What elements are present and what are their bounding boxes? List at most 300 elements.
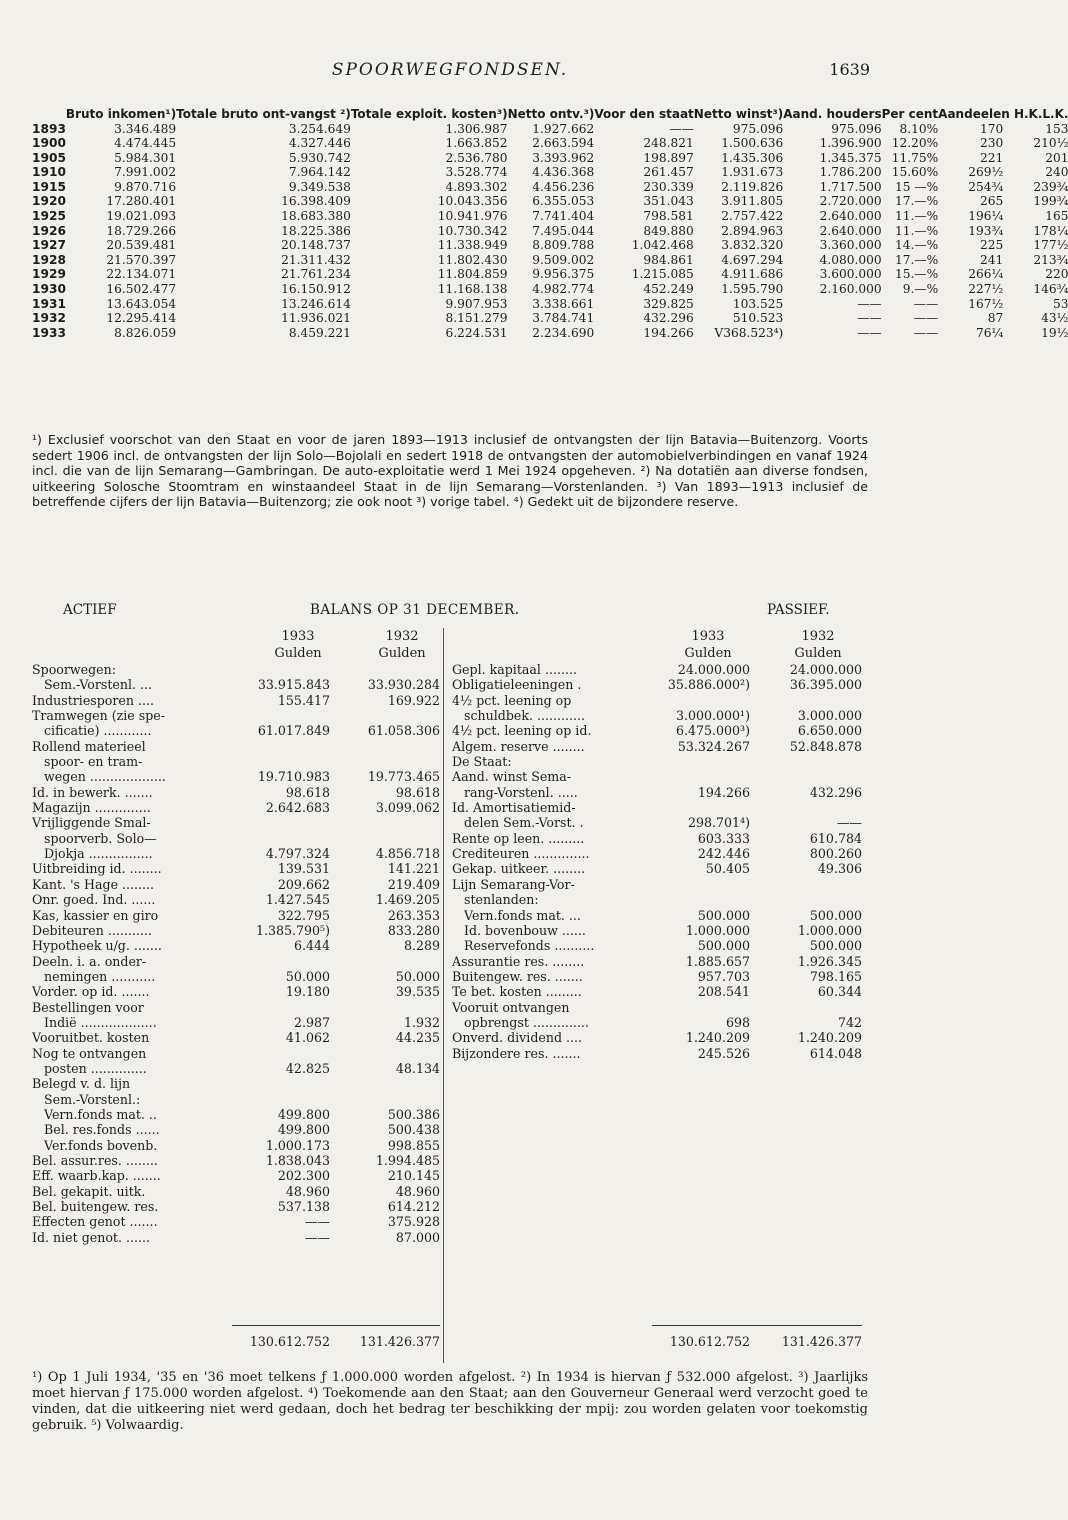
value-cell: ——: [857, 325, 882, 340]
value-cell: 4.982.774: [532, 282, 595, 297]
actief-value-1933: 322.795: [277, 907, 330, 923]
balance-footnotes: ¹) Op 1 Juli 1934, '35 en '36 moet telkens ƒ 1.000.000 worden afgelost. ²) In 1934 is hiervan ƒ 532.000 afgelost. ³) Jaarlijks moet hiervan ƒ 175.000 worden afgelost. ⁴) Toekomende aan den Staat; aan den Gouverneur Generaal werd verzocht goed te vinden, dat die uitkeering niet werd gedaan, doch het bedrag ter beschikking der mpij: zou worden gelaten voor toekomstig gebruik. ⁵) Volwaardig.: [32, 1370, 868, 1433]
value-cell: 2.720.000: [819, 194, 882, 209]
passief-value-1932: 742: [837, 1014, 862, 1030]
value-cell: 221: [980, 150, 1004, 165]
value-cell: 1.717.500: [819, 179, 882, 194]
passief-value-1933: 35.886.000²): [667, 677, 750, 693]
value-cell: 3.832.320: [721, 238, 784, 253]
year-cell: 1910: [32, 165, 66, 180]
value-cell: 7.495.044: [532, 223, 595, 238]
value-cell: 193¾: [968, 223, 1004, 238]
passief-value-1932: 3.000.000: [797, 708, 862, 724]
value-cell: 3.254.649: [288, 121, 351, 136]
value-cell: 1.663.852: [445, 136, 508, 151]
passief-label: Vern.fonds mat. ...: [464, 907, 581, 923]
actief-value-1932: 48.134: [395, 1060, 440, 1076]
actief-value-1933: 41.062: [285, 1030, 330, 1046]
value-cell: 1.396.900: [819, 136, 882, 151]
value-cell: 2.640.000: [819, 223, 882, 238]
value-cell: 18.225.386: [281, 223, 351, 238]
actief-row: [32, 1138, 440, 1153]
col-header: Aand. houders: [783, 107, 882, 121]
value-cell: 170: [980, 121, 1004, 136]
value-cell: 13.643.054: [106, 296, 177, 311]
actief-value-1932: 375.928: [387, 1214, 440, 1230]
actief-year1-header: 1933 Gulden: [274, 629, 322, 661]
value-cell: 220: [1045, 267, 1068, 282]
col-year-header: [32, 107, 66, 122]
value-cell: 975.096: [732, 121, 784, 136]
passief-label: 4½ pct. leening op id.: [452, 723, 592, 739]
passief-label: Onverd. dividend ....: [452, 1030, 583, 1046]
passief-label: Gepl. kapitaal ........: [452, 662, 577, 677]
passief-value-1933: 1.885.657: [685, 953, 750, 969]
actief-label: spoor- en tram-: [44, 754, 143, 770]
value-cell: 1.345.375: [819, 150, 882, 165]
passief-value-1932: 24.000.000: [789, 662, 862, 677]
value-cell: 153: [1045, 121, 1068, 136]
value-cell: 3.360.000: [819, 238, 882, 253]
value-cell: 248.821: [643, 136, 694, 151]
value-cell: 11.936.021: [281, 311, 351, 326]
actief-row: [32, 708, 440, 723]
passief-row: [452, 984, 862, 999]
balance-title: BALANS OP 31 DECEMBER.: [310, 602, 520, 618]
value-cell: 3.911.805: [721, 194, 784, 209]
passief-title: PASSIEF.: [767, 602, 830, 618]
year-cell: 1927: [32, 238, 66, 253]
actief-row: [32, 785, 440, 800]
table-row: [32, 209, 1068, 224]
value-cell: 261.457: [643, 165, 694, 180]
value-cell: 9.956.375: [532, 267, 595, 282]
value-cell: 9.509.002: [532, 252, 595, 267]
passief-row: [452, 693, 862, 708]
actief-row: [32, 892, 440, 907]
actief-value-1933: 6.444: [293, 938, 330, 954]
actief-label: Uitbreiding id. ........: [32, 861, 162, 877]
actief-value-1933: 2.642.683: [265, 800, 330, 816]
passief-value-1933: 245.526: [697, 1045, 750, 1061]
value-cell: 178¼: [1033, 223, 1068, 238]
passief-row: [452, 739, 862, 754]
passief-row: [452, 815, 862, 830]
year-cell: 1920: [32, 194, 66, 209]
value-cell: 4.911.686: [721, 267, 784, 282]
actief-value-1932: 169.922: [387, 692, 440, 708]
value-cell: 241: [980, 252, 1004, 267]
actief-value-1933: 98.618: [285, 784, 330, 800]
table-row: [32, 194, 1068, 209]
table-row: [32, 267, 1068, 282]
value-cell: 8.809.788: [532, 238, 595, 253]
passief-year1-header: 1933 Gulden: [684, 629, 732, 661]
value-cell: 452.249: [643, 282, 694, 297]
actief-label: Onr. goed. Ind. ......: [32, 892, 156, 908]
value-cell: 18.683.380: [281, 209, 351, 224]
value-cell: 53: [1052, 296, 1068, 311]
passief-value-1933: 500.000: [697, 938, 750, 954]
actief-row: [32, 693, 440, 708]
passief-label: Assurantie res. ........: [452, 953, 585, 969]
passief-row: [452, 723, 862, 738]
value-cell: 17.—%: [895, 194, 939, 209]
value-cell: 2.640.000: [819, 209, 882, 224]
passief-value-1933: 208.541: [697, 984, 750, 1000]
year-cell: 1929: [32, 267, 66, 282]
value-cell: ——: [913, 311, 939, 326]
actief-row: [32, 908, 440, 923]
passief-label: Lijn Semarang-Vor-: [452, 876, 575, 892]
actief-label: Id. niet genot. ......: [32, 1229, 150, 1245]
actief-value-1933: 19.180: [285, 984, 330, 1000]
value-cell: 11.338.949: [437, 238, 508, 253]
value-cell: 11.168.138: [437, 282, 508, 297]
actief-value-1932: 4.856.718: [375, 846, 440, 862]
actief-value-1933: 1.838.043: [265, 1153, 330, 1168]
year-cell: 1900: [32, 136, 66, 151]
actief-value-1933: 209.662: [277, 876, 330, 892]
passief-row: [452, 954, 862, 969]
passief-value-1933: 500.000: [697, 907, 750, 923]
value-cell: 798.581: [643, 209, 694, 224]
col-header: Netto winst³): [693, 107, 784, 121]
value-cell: 225: [980, 238, 1004, 253]
value-cell: 1.215.085: [631, 267, 694, 282]
value-cell: ——: [857, 296, 882, 311]
actief-row: [32, 815, 440, 830]
value-cell: 240: [1045, 165, 1068, 180]
year-cell: 1930: [32, 282, 66, 297]
actief-row: [32, 1214, 440, 1229]
value-cell: 432.296: [643, 311, 694, 326]
year-cell: 1925: [32, 209, 66, 224]
actief-row: [32, 1230, 440, 1245]
value-cell: 1.786.200: [819, 165, 882, 180]
passief-row: [452, 831, 862, 846]
actief-value-1933: 50.000: [285, 968, 330, 984]
value-cell: 329.825: [643, 296, 694, 311]
value-cell: 43½: [1041, 311, 1068, 326]
value-cell: 12.20%: [891, 136, 939, 151]
page-number: 1639: [829, 60, 870, 79]
actief-row: [32, 1184, 440, 1199]
value-cell: 15.—%: [895, 267, 939, 282]
actief-value-1932: 61.058.306: [367, 723, 440, 739]
value-cell: 2.894.963: [721, 223, 784, 238]
passief-value-1932: 798.165: [809, 968, 862, 984]
passief-value-1933: 1.000.000: [685, 922, 750, 938]
value-cell: 196¼: [968, 209, 1004, 224]
passief-label: Buitengew. res. .......: [452, 968, 583, 984]
actief-label: Deeln. i. a. onder-: [32, 953, 147, 969]
actief-label: Rollend materieel: [32, 738, 146, 754]
actief-value-1933: 42.825: [285, 1060, 330, 1076]
actief-label: Indië ...................: [44, 1014, 157, 1030]
actief-value-1933: 1.427.545: [265, 892, 330, 908]
value-cell: 15.60%: [891, 165, 939, 180]
value-cell: ——: [857, 311, 882, 326]
passief-value-1932: 1.926.345: [797, 953, 862, 969]
passief-label: Te bet. kosten .........: [452, 984, 582, 1000]
actief-label: Bel. assur.res. ........: [32, 1153, 158, 1168]
table-header-row: [32, 107, 1068, 122]
col-header: Aandeelen H.K.L.K.: [938, 107, 1068, 121]
passief-label: Bijzondere res. .......: [452, 1045, 581, 1061]
passief-label: Aand. winst Sema-: [452, 769, 572, 785]
actief-label: Debiteuren ...........: [32, 922, 152, 938]
passief-value-1933: 298.701⁴): [687, 815, 750, 831]
passief-row: [452, 800, 862, 815]
passief-label: Crediteuren ..............: [452, 846, 590, 862]
value-cell: 9.907.953: [445, 296, 508, 311]
value-cell: 230: [980, 136, 1004, 151]
passief-label: Rente op leen. .........: [452, 830, 585, 846]
value-cell: 984.861: [643, 252, 694, 267]
value-cell: 7.991.002: [114, 165, 177, 180]
passief-value-1933: 194.266: [697, 784, 750, 800]
year-cell: 1905: [32, 150, 66, 165]
actief-label: Vorder. op id. .......: [32, 984, 150, 1000]
table-row: [32, 297, 1068, 312]
actief-label: nemingen ...........: [44, 968, 156, 984]
value-cell: 76¼: [975, 325, 1004, 340]
passief-value-1933: 957.703: [697, 968, 750, 984]
value-cell: 11.—%: [895, 223, 939, 238]
value-cell: 103.525: [732, 296, 784, 311]
actief-value-1933: 1.000.173: [265, 1137, 330, 1153]
actief-row: [32, 861, 440, 876]
actief-label: Bestellingen voor: [32, 999, 144, 1015]
value-cell: 2.536.780: [445, 150, 508, 165]
actief-row: [32, 1092, 440, 1107]
value-cell: 265: [980, 194, 1004, 209]
value-cell: 10.730.342: [437, 223, 508, 238]
value-cell: 21.311.432: [281, 252, 351, 267]
value-cell: 351.043: [643, 194, 694, 209]
value-cell: 6.224.531: [445, 325, 508, 340]
value-cell: 3.338.661: [532, 296, 595, 311]
value-cell: 2.234.690: [532, 325, 595, 340]
actief-label: Vrijliggende Smal-: [32, 815, 151, 831]
actief-value-1933: 61.017.849: [257, 723, 330, 739]
value-cell: 4.893.302: [445, 179, 508, 194]
value-cell: 849.880: [643, 223, 694, 238]
actief-row: [32, 662, 440, 677]
value-cell: 10.043.356: [437, 194, 508, 209]
yearly-results-table: [32, 107, 1068, 340]
passief-value-1933: 6.475.000³): [675, 723, 750, 739]
actief-label: Sem.-Vorstenl. ...: [44, 677, 153, 693]
passief-label: Vooruit ontvangen: [452, 999, 570, 1015]
table-row: [32, 326, 1068, 341]
value-cell: 510.523: [732, 311, 784, 326]
passief-row: [452, 892, 862, 907]
value-cell: 12.295.414: [106, 311, 177, 326]
actief-label: Magazijn ..............: [32, 800, 151, 816]
actief-value-1933: 2.987: [293, 1014, 330, 1030]
actief-label: cificatie) ............: [44, 723, 152, 739]
value-cell: 16.502.477: [106, 282, 177, 297]
actief-value-1932: 19.773.465: [367, 769, 440, 785]
actief-label: posten ..............: [44, 1060, 147, 1076]
passief-value-1932: 6.650.000: [797, 723, 862, 739]
actief-label: Bel. res.fonds ......: [44, 1122, 160, 1138]
actief-value-1932: 219.409: [387, 876, 440, 892]
passief-label: De Staat:: [452, 754, 512, 770]
value-cell: 4.697.294: [721, 252, 784, 267]
col-header: Netto ontv.³): [507, 107, 595, 121]
value-cell: 194.266: [643, 325, 694, 340]
actief-row: [32, 723, 440, 738]
actief-value-1932: 48.960: [395, 1183, 440, 1199]
actief-label: Ver.fonds bovenb.: [44, 1137, 158, 1153]
passief-row: [452, 1046, 862, 1061]
value-cell: 9.870.716: [114, 179, 177, 194]
passief-value-1933: 3.000.000¹): [675, 708, 750, 724]
year-cell: 1893: [32, 121, 66, 136]
actief-row: [32, 1168, 440, 1183]
value-cell: 146¾: [1033, 282, 1068, 297]
table-footnotes: ¹) Exclusief voorschot van den Staat en voor de jaren 1893—1913 inclusief de ontvangsten der lijn Batavia—Buitenzorg. Voorts sedert 1906 incl. de ontvangsten der lijn Solo—Bojolali en sedert 1918 de ontvangsten der automobielverbindingen en vanaf 1924 incl. die van de lijn Semarang—Gambringan. De auto-exploitatie werd 1 Mei 1924 opgeheven. ²) Na dotatiën aan diverse fondsen, uitkeering Solosche Stoomtram en winstaandeel Staat in de lijn Semarang—Vorstenlanden. ³) Van 1893—1913 inclusief de betreffende cijfers der lijn Batavia—Buitenzorg; zie ook noot ³) vorige tabel. ⁴) Gedekt uit de bijzondere reserve.: [32, 432, 868, 510]
actief-value-1932: 50.000: [395, 968, 440, 984]
passief-row: [452, 938, 862, 953]
year-cell: 1915: [32, 179, 66, 194]
year-cell: 1928: [32, 252, 66, 267]
value-cell: 11.804.859: [437, 267, 508, 282]
value-cell: 239¾: [1033, 179, 1068, 194]
actief-list: [32, 662, 440, 1245]
value-cell: 3.600.000: [819, 267, 882, 282]
value-cell: 5.930.742: [288, 150, 351, 165]
actief-row: [32, 1076, 440, 1091]
passief-label: opbrengst ..............: [464, 1014, 589, 1030]
actief-value-1932: 998.855: [387, 1137, 440, 1153]
actief-value-1932: 263.353: [387, 907, 440, 923]
table-row: [32, 136, 1068, 151]
value-cell: 4.327.446: [288, 136, 351, 151]
passief-row: [452, 662, 862, 677]
actief-value-1932: 614.212: [387, 1199, 440, 1215]
passief-label: rang-Vorstenl. .....: [464, 784, 578, 800]
passief-label: delen Sem.-Vorst. .: [464, 815, 584, 831]
passief-label: Obligatieleeningen .: [452, 677, 582, 693]
year-cell: 1931: [32, 296, 66, 311]
passief-row: [452, 785, 862, 800]
value-cell: 199¾: [1033, 194, 1068, 209]
col-header: Bruto inkomen¹): [65, 107, 177, 121]
actief-value-1933: 155.417: [277, 692, 330, 708]
value-cell: 198.897: [643, 150, 694, 165]
value-cell: 9.—%: [902, 282, 939, 297]
actief-row: [32, 1153, 440, 1168]
value-cell: 87: [987, 311, 1004, 326]
column-divider: [443, 628, 444, 1363]
value-cell: 227½: [968, 282, 1004, 297]
actief-label: Spoorwegen:: [32, 662, 116, 677]
value-cell: 17.—%: [895, 252, 939, 267]
value-cell: 8.10%: [899, 121, 939, 136]
value-cell: 21.761.234: [281, 267, 351, 282]
actief-label: Vern.fonds mat. ..: [44, 1106, 157, 1122]
value-cell: 22.134.071: [106, 267, 177, 282]
value-cell: 7.741.404: [532, 209, 595, 224]
passief-label: stenlanden:: [464, 892, 539, 908]
actief-label: Id. in bewerk. .......: [32, 784, 153, 800]
table-row: [32, 224, 1068, 239]
value-cell: 13.246.614: [281, 296, 351, 311]
passief-value-1933: 698: [725, 1014, 750, 1030]
value-cell: 4.080.000: [819, 252, 882, 267]
table-row: [32, 180, 1068, 195]
actief-label: Belegd v. d. lijn: [32, 1076, 131, 1092]
value-cell: 254¾: [968, 179, 1004, 194]
passief-value-1932: 432.296: [809, 784, 862, 800]
actief-value-1932: 33.930.284: [367, 677, 440, 693]
value-cell: 21.570.397: [106, 252, 177, 267]
actief-sum-rule: [232, 1325, 440, 1326]
table-body: [32, 122, 1068, 341]
value-cell: 11.802.430: [437, 252, 508, 267]
passief-value-1933: 53.324.267: [677, 738, 750, 754]
actief-label: Djokja ................: [44, 846, 153, 862]
passief-row: [452, 1030, 862, 1045]
actief-value-1933: 1.385.790⁵): [255, 922, 330, 938]
actief-row: [32, 969, 440, 984]
actief-value-1933: 202.300: [277, 1168, 330, 1184]
actief-label: Industriesporen ....: [32, 692, 154, 708]
actief-value-1932: 44.235: [395, 1030, 440, 1046]
table-row: [32, 165, 1068, 180]
actief-value-1932: 1.932: [403, 1014, 440, 1030]
passief-row: [452, 877, 862, 892]
passief-total-1932: 131.426.377: [781, 1334, 862, 1349]
passief-total-1933: 130.612.752: [669, 1334, 750, 1349]
passief-row: [452, 754, 862, 769]
value-cell: 1.042.468: [631, 238, 694, 253]
value-cell: 8.826.059: [114, 325, 177, 340]
passief-value-1932: 49.306: [817, 861, 862, 877]
passief-value-1932: 1.000.000: [797, 922, 862, 938]
passief-value-1932: ——: [836, 815, 862, 831]
actief-total-1932: 131.426.377: [359, 1334, 440, 1349]
value-cell: 2.160.000: [819, 282, 882, 297]
actief-value-1932: 210.145: [387, 1168, 440, 1184]
passief-value-1932: 500.000: [809, 938, 862, 954]
actief-value-1932: 1.469.205: [375, 892, 440, 908]
actief-row: [32, 800, 440, 815]
value-cell: 266¼: [968, 267, 1004, 282]
value-cell: 1.500.636: [721, 136, 784, 151]
actief-value-1932: 98.618: [395, 784, 440, 800]
actief-label: Kas, kassier en giro: [32, 907, 159, 923]
value-cell: 5.984.301: [114, 150, 177, 165]
actief-row: [32, 754, 440, 769]
actief-row: [32, 769, 440, 784]
value-cell: 11.—%: [895, 209, 939, 224]
actief-row: [32, 1000, 440, 1015]
actief-row: [32, 677, 440, 692]
passief-row: [452, 923, 862, 938]
passief-value-1932: 500.000: [809, 907, 862, 923]
actief-row: [32, 1061, 440, 1076]
value-cell: 1.931.673: [721, 165, 784, 180]
actief-label: Eff. waarb.kap. .......: [32, 1168, 161, 1184]
passief-label: Reservefonds ..........: [464, 938, 595, 954]
actief-value-1933: 33.915.843: [257, 677, 330, 693]
passief-sum-rule: [652, 1325, 862, 1326]
